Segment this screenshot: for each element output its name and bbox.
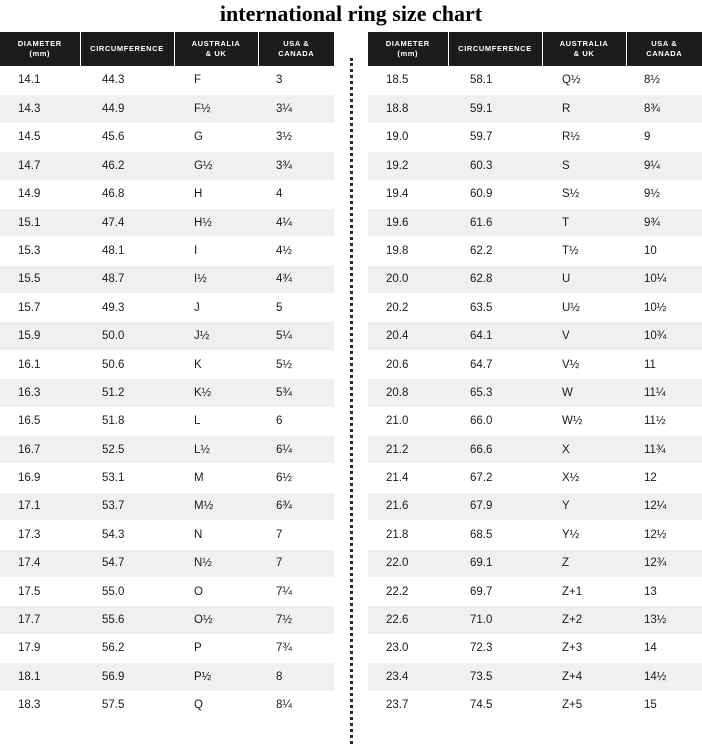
- table-cell-au: Z+2: [542, 606, 626, 634]
- table-cell-au: O½: [174, 606, 258, 634]
- table-cell-dia: 23.7: [368, 691, 448, 719]
- table-cell-us: 10¾: [626, 322, 702, 350]
- table-cell-us: 3¼: [258, 95, 334, 123]
- table-cell-dia: 16.7: [0, 436, 80, 464]
- table-cell-cir: 66.0: [448, 407, 542, 435]
- table-cell-cir: 73.5: [448, 663, 542, 691]
- table-cell-au: P½: [174, 663, 258, 691]
- table-row: [0, 464, 334, 492]
- table-cell-us: 10¼: [626, 265, 702, 293]
- table-cell-cir: 49.3: [80, 294, 174, 322]
- table-cell-au: Q: [174, 691, 258, 719]
- table-cell-us: 6¾: [258, 492, 334, 520]
- table-cell-dia: 23.0: [368, 634, 448, 662]
- table-cell-dia: 15.3: [0, 237, 80, 265]
- table-cell-us: 6½: [258, 464, 334, 492]
- table-cell-au: T: [542, 208, 626, 236]
- table-cell-us: 12¼: [626, 492, 702, 520]
- table-cell-us: 12½: [626, 521, 702, 549]
- table-cell-us: 8: [258, 663, 334, 691]
- table-cell-au: Q½: [542, 66, 626, 94]
- table-cell-au: S: [542, 152, 626, 180]
- left-table-head: [0, 32, 334, 66]
- right-size-table: [368, 32, 702, 720]
- table-cell-dia: 15.1: [0, 208, 80, 236]
- table-cell-us: 10: [626, 237, 702, 265]
- table-cell-au: I: [174, 237, 258, 265]
- column-header-diameter: [0, 32, 80, 66]
- table-row: [0, 663, 334, 691]
- table-row: [0, 606, 334, 634]
- table-cell-au: V½: [542, 350, 626, 378]
- table-row: [368, 634, 702, 662]
- table-cell-cir: 62.8: [448, 265, 542, 293]
- table-cell-au: N: [174, 521, 258, 549]
- column-header-australia-uk: [542, 32, 626, 66]
- table-cell-us: 3½: [258, 123, 334, 151]
- table-cell-au: K½: [174, 379, 258, 407]
- table-row: [0, 294, 334, 322]
- table-cell-us: 8¾: [626, 95, 702, 123]
- table-cell-cir: 57.5: [80, 691, 174, 719]
- table-cell-cir: 56.2: [80, 634, 174, 662]
- table-cell-cir: 55.6: [80, 606, 174, 634]
- table-cell-dia: 19.0: [368, 123, 448, 151]
- table-cell-cir: 56.9: [80, 663, 174, 691]
- table-cell-au: I½: [174, 265, 258, 293]
- table-row: [368, 521, 702, 549]
- table-cell-cir: 61.6: [448, 208, 542, 236]
- table-row: [0, 521, 334, 549]
- column-header-diameter-line1: DIAMETER: [385, 39, 430, 49]
- table-cell-dia: 17.1: [0, 492, 80, 520]
- column-header-circumference-line1: CIRCUMFERENCE: [458, 44, 532, 54]
- table-cell-cir: 44.3: [80, 66, 174, 94]
- table-cell-cir: 65.3: [448, 379, 542, 407]
- table-cell-dia: 21.2: [368, 436, 448, 464]
- table-row: [0, 577, 334, 605]
- table-cell-au: H½: [174, 208, 258, 236]
- table-cell-au: V: [542, 322, 626, 350]
- table-row: [368, 436, 702, 464]
- table-cell-cir: 46.8: [80, 180, 174, 208]
- table-cell-dia: 22.0: [368, 549, 448, 577]
- table-cell-dia: 15.9: [0, 322, 80, 350]
- table-cell-cir: 60.9: [448, 180, 542, 208]
- table-cell-dia: 18.3: [0, 691, 80, 719]
- table-cell-us: 14½: [626, 663, 702, 691]
- column-header-usa-canada: [626, 32, 702, 66]
- right-table-body: [368, 66, 702, 719]
- table-cell-au: J½: [174, 322, 258, 350]
- table-cell-dia: 19.2: [368, 152, 448, 180]
- table-cell-cir: 62.2: [448, 237, 542, 265]
- table-cell-dia: 21.4: [368, 464, 448, 492]
- table-cell-au: L: [174, 407, 258, 435]
- column-header-diameter-line2: (mm): [29, 49, 51, 59]
- table-cell-cir: 52.5: [80, 436, 174, 464]
- table-cell-us: 8¼: [258, 691, 334, 719]
- column-header-usa-canada-line2: CANADA: [646, 49, 683, 59]
- table-row: [0, 152, 334, 180]
- left-table-wrapper: [0, 32, 334, 720]
- table-cell-dia: 21.0: [368, 407, 448, 435]
- table-cell-au: T½: [542, 237, 626, 265]
- table-cell-us: 11: [626, 350, 702, 378]
- table-cell-dia: 18.8: [368, 95, 448, 123]
- table-cell-us: 7¾: [258, 634, 334, 662]
- table-cell-us: 9: [626, 123, 702, 151]
- table-cell-cir: 53.7: [80, 492, 174, 520]
- table-row: [0, 436, 334, 464]
- table-cell-dia: 22.6: [368, 606, 448, 634]
- table-row: [0, 549, 334, 577]
- table-cell-cir: 46.2: [80, 152, 174, 180]
- table-cell-dia: 19.6: [368, 208, 448, 236]
- table-cell-au: Z+1: [542, 577, 626, 605]
- table-row: [0, 95, 334, 123]
- table-cell-cir: 66.6: [448, 436, 542, 464]
- table-row: [368, 66, 702, 94]
- table-cell-au: U½: [542, 294, 626, 322]
- table-cell-cir: 59.1: [448, 95, 542, 123]
- table-cell-us: 11¾: [626, 436, 702, 464]
- table-cell-au: W: [542, 379, 626, 407]
- column-header-australia-uk-line2: & UK: [573, 49, 595, 59]
- table-row: [0, 237, 334, 265]
- table-cell-us: 6¼: [258, 436, 334, 464]
- table-row: [0, 180, 334, 208]
- table-cell-dia: 23.4: [368, 663, 448, 691]
- table-cell-dia: 19.8: [368, 237, 448, 265]
- table-cell-us: 8½: [626, 66, 702, 94]
- table-row: [368, 350, 702, 378]
- table-cell-dia: 18.1: [0, 663, 80, 691]
- table-cell-cir: 67.2: [448, 464, 542, 492]
- table-cell-us: 13½: [626, 606, 702, 634]
- table-row: [368, 237, 702, 265]
- column-header-diameter-line1: DIAMETER: [17, 39, 62, 49]
- table-cell-dia: 20.6: [368, 350, 448, 378]
- table-cell-dia: 16.1: [0, 350, 80, 378]
- table-cell-us: 9¾: [626, 208, 702, 236]
- table-row: [368, 407, 702, 435]
- table-cell-dia: 17.9: [0, 634, 80, 662]
- table-cell-au: Y: [542, 492, 626, 520]
- table-row: [368, 549, 702, 577]
- column-header-diameter: [368, 32, 448, 66]
- table-cell-dia: 14.3: [0, 95, 80, 123]
- table-cell-au: W½: [542, 407, 626, 435]
- table-cell-cir: 74.5: [448, 691, 542, 719]
- table-cell-dia: 15.5: [0, 265, 80, 293]
- table-cell-cir: 44.9: [80, 95, 174, 123]
- header-row: [0, 32, 334, 66]
- dotted-line: [350, 58, 353, 747]
- table-cell-us: 14: [626, 634, 702, 662]
- table-cell-us: 4¼: [258, 208, 334, 236]
- table-row: [368, 152, 702, 180]
- table-row: [368, 606, 702, 634]
- table-cell-au: X: [542, 436, 626, 464]
- table-cell-cir: 69.7: [448, 577, 542, 605]
- table-cell-us: 11¼: [626, 379, 702, 407]
- table-cell-au: P: [174, 634, 258, 662]
- left-table-body: [0, 66, 334, 719]
- table-cell-us: 7½: [258, 606, 334, 634]
- tables-container: [0, 32, 702, 747]
- table-row: [368, 180, 702, 208]
- table-cell-au: Z+3: [542, 634, 626, 662]
- table-cell-us: 5¼: [258, 322, 334, 350]
- table-cell-au: U: [542, 265, 626, 293]
- table-cell-us: 9¼: [626, 152, 702, 180]
- table-cell-au: M½: [174, 492, 258, 520]
- table-row: [368, 294, 702, 322]
- table-cell-cir: 63.5: [448, 294, 542, 322]
- table-cell-au: G: [174, 123, 258, 151]
- table-cell-us: 12: [626, 464, 702, 492]
- table-cell-us: 15: [626, 691, 702, 719]
- table-cell-dia: 17.4: [0, 549, 80, 577]
- table-cell-cir: 50.6: [80, 350, 174, 378]
- table-cell-cir: 53.1: [80, 464, 174, 492]
- table-row: [0, 208, 334, 236]
- table-row: [0, 492, 334, 520]
- table-row: [368, 464, 702, 492]
- table-cell-dia: 20.4: [368, 322, 448, 350]
- table-cell-us: 4: [258, 180, 334, 208]
- table-row: [368, 577, 702, 605]
- table-row: [0, 379, 334, 407]
- table-row: [368, 265, 702, 293]
- table-row: [0, 634, 334, 662]
- table-cell-cir: 54.3: [80, 521, 174, 549]
- table-cell-cir: 54.7: [80, 549, 174, 577]
- table-cell-cir: 64.7: [448, 350, 542, 378]
- table-cell-dia: 16.3: [0, 379, 80, 407]
- table-cell-dia: 14.7: [0, 152, 80, 180]
- column-header-usa-canada-line2: CANADA: [278, 49, 315, 59]
- table-cell-au: N½: [174, 549, 258, 577]
- table-cell-us: 6: [258, 407, 334, 435]
- table-cell-cir: 64.1: [448, 322, 542, 350]
- table-cell-cir: 71.0: [448, 606, 542, 634]
- table-cell-cir: 48.1: [80, 237, 174, 265]
- table-cell-cir: 67.9: [448, 492, 542, 520]
- table-cell-cir: 47.4: [80, 208, 174, 236]
- table-row: [368, 691, 702, 719]
- table-cell-au: X½: [542, 464, 626, 492]
- table-cell-us: 4½: [258, 237, 334, 265]
- table-cell-us: 13: [626, 577, 702, 605]
- table-cell-dia: 14.9: [0, 180, 80, 208]
- table-cell-dia: 21.8: [368, 521, 448, 549]
- table-row: [368, 123, 702, 151]
- table-row: [0, 123, 334, 151]
- table-row: [0, 691, 334, 719]
- table-cell-au: L½: [174, 436, 258, 464]
- table-cell-dia: 17.5: [0, 577, 80, 605]
- table-cell-au: R: [542, 95, 626, 123]
- table-cell-au: S½: [542, 180, 626, 208]
- table-cell-us: 3: [258, 66, 334, 94]
- table-row: [0, 350, 334, 378]
- table-cell-dia: 21.6: [368, 492, 448, 520]
- table-cell-au: H: [174, 180, 258, 208]
- table-cell-dia: 16.9: [0, 464, 80, 492]
- table-cell-cir: 48.7: [80, 265, 174, 293]
- column-header-usa-canada: [258, 32, 334, 66]
- table-cell-dia: 17.7: [0, 606, 80, 634]
- table-cell-dia: 17.3: [0, 521, 80, 549]
- table-cell-au: Z: [542, 549, 626, 577]
- table-row: [368, 379, 702, 407]
- table-row: [0, 407, 334, 435]
- table-cell-dia: 20.0: [368, 265, 448, 293]
- table-cell-cir: 60.3: [448, 152, 542, 180]
- column-header-usa-canada-line1: USA &: [283, 39, 310, 49]
- column-header-australia-uk: [174, 32, 258, 66]
- table-cell-au: Y½: [542, 521, 626, 549]
- vertical-dotted-divider: [334, 32, 368, 747]
- table-cell-dia: 20.8: [368, 379, 448, 407]
- table-cell-dia: 18.5: [368, 66, 448, 94]
- table-cell-au: Z+4: [542, 663, 626, 691]
- table-cell-dia: 19.4: [368, 180, 448, 208]
- table-cell-cir: 45.6: [80, 123, 174, 151]
- table-cell-us: 9½: [626, 180, 702, 208]
- table-cell-us: 12¾: [626, 549, 702, 577]
- table-row: [0, 66, 334, 94]
- header-row: [368, 32, 702, 66]
- column-header-circumference-line1: CIRCUMFERENCE: [90, 44, 164, 54]
- table-cell-au: G½: [174, 152, 258, 180]
- table-cell-au: M: [174, 464, 258, 492]
- table-cell-us: 7: [258, 549, 334, 577]
- right-table-wrapper: [368, 32, 702, 720]
- table-cell-us: 10½: [626, 294, 702, 322]
- table-row: [368, 208, 702, 236]
- table-cell-cir: 50.0: [80, 322, 174, 350]
- table-cell-au: K: [174, 350, 258, 378]
- table-cell-us: 5½: [258, 350, 334, 378]
- table-cell-cir: 59.7: [448, 123, 542, 151]
- table-cell-au: F½: [174, 95, 258, 123]
- table-cell-dia: 20.2: [368, 294, 448, 322]
- table-cell-dia: 14.1: [0, 66, 80, 94]
- table-row: [368, 492, 702, 520]
- table-cell-us: 3¾: [258, 152, 334, 180]
- table-cell-dia: 16.5: [0, 407, 80, 435]
- table-row: [0, 322, 334, 350]
- table-cell-dia: 15.7: [0, 294, 80, 322]
- table-cell-au: O: [174, 577, 258, 605]
- table-cell-cir: 69.1: [448, 549, 542, 577]
- table-cell-cir: 68.5: [448, 521, 542, 549]
- table-row: [0, 265, 334, 293]
- table-cell-us: 4¾: [258, 265, 334, 293]
- table-cell-us: 11½: [626, 407, 702, 435]
- table-row: [368, 663, 702, 691]
- column-header-australia-uk-line1: AUSTRALIA: [559, 39, 609, 49]
- table-row: [368, 95, 702, 123]
- table-cell-au: Z+5: [542, 691, 626, 719]
- table-cell-cir: 55.0: [80, 577, 174, 605]
- table-cell-us: 5: [258, 294, 334, 322]
- table-cell-au: J: [174, 294, 258, 322]
- table-cell-us: 7: [258, 521, 334, 549]
- table-cell-us: 5¾: [258, 379, 334, 407]
- column-header-australia-uk-line2: & UK: [205, 49, 227, 59]
- page-title: international ring size chart: [219, 1, 483, 26]
- column-header-diameter-line2: (mm): [397, 49, 419, 59]
- table-cell-cir: 72.3: [448, 634, 542, 662]
- left-size-table: [0, 32, 334, 720]
- column-header-usa-canada-line1: USA &: [651, 39, 678, 49]
- column-header-australia-uk-line1: AUSTRALIA: [191, 39, 241, 49]
- column-header-circumference: [448, 32, 542, 66]
- table-cell-cir: 51.2: [80, 379, 174, 407]
- table-cell-dia: 22.2: [368, 577, 448, 605]
- table-cell-cir: 51.8: [80, 407, 174, 435]
- column-header-circumference: [80, 32, 174, 66]
- table-cell-us: 7¼: [258, 577, 334, 605]
- table-row: [368, 322, 702, 350]
- table-cell-dia: 14.5: [0, 123, 80, 151]
- right-table-head: [368, 32, 702, 66]
- table-cell-au: F: [174, 66, 258, 94]
- table-cell-cir: 58.1: [448, 66, 542, 94]
- table-cell-au: R½: [542, 123, 626, 151]
